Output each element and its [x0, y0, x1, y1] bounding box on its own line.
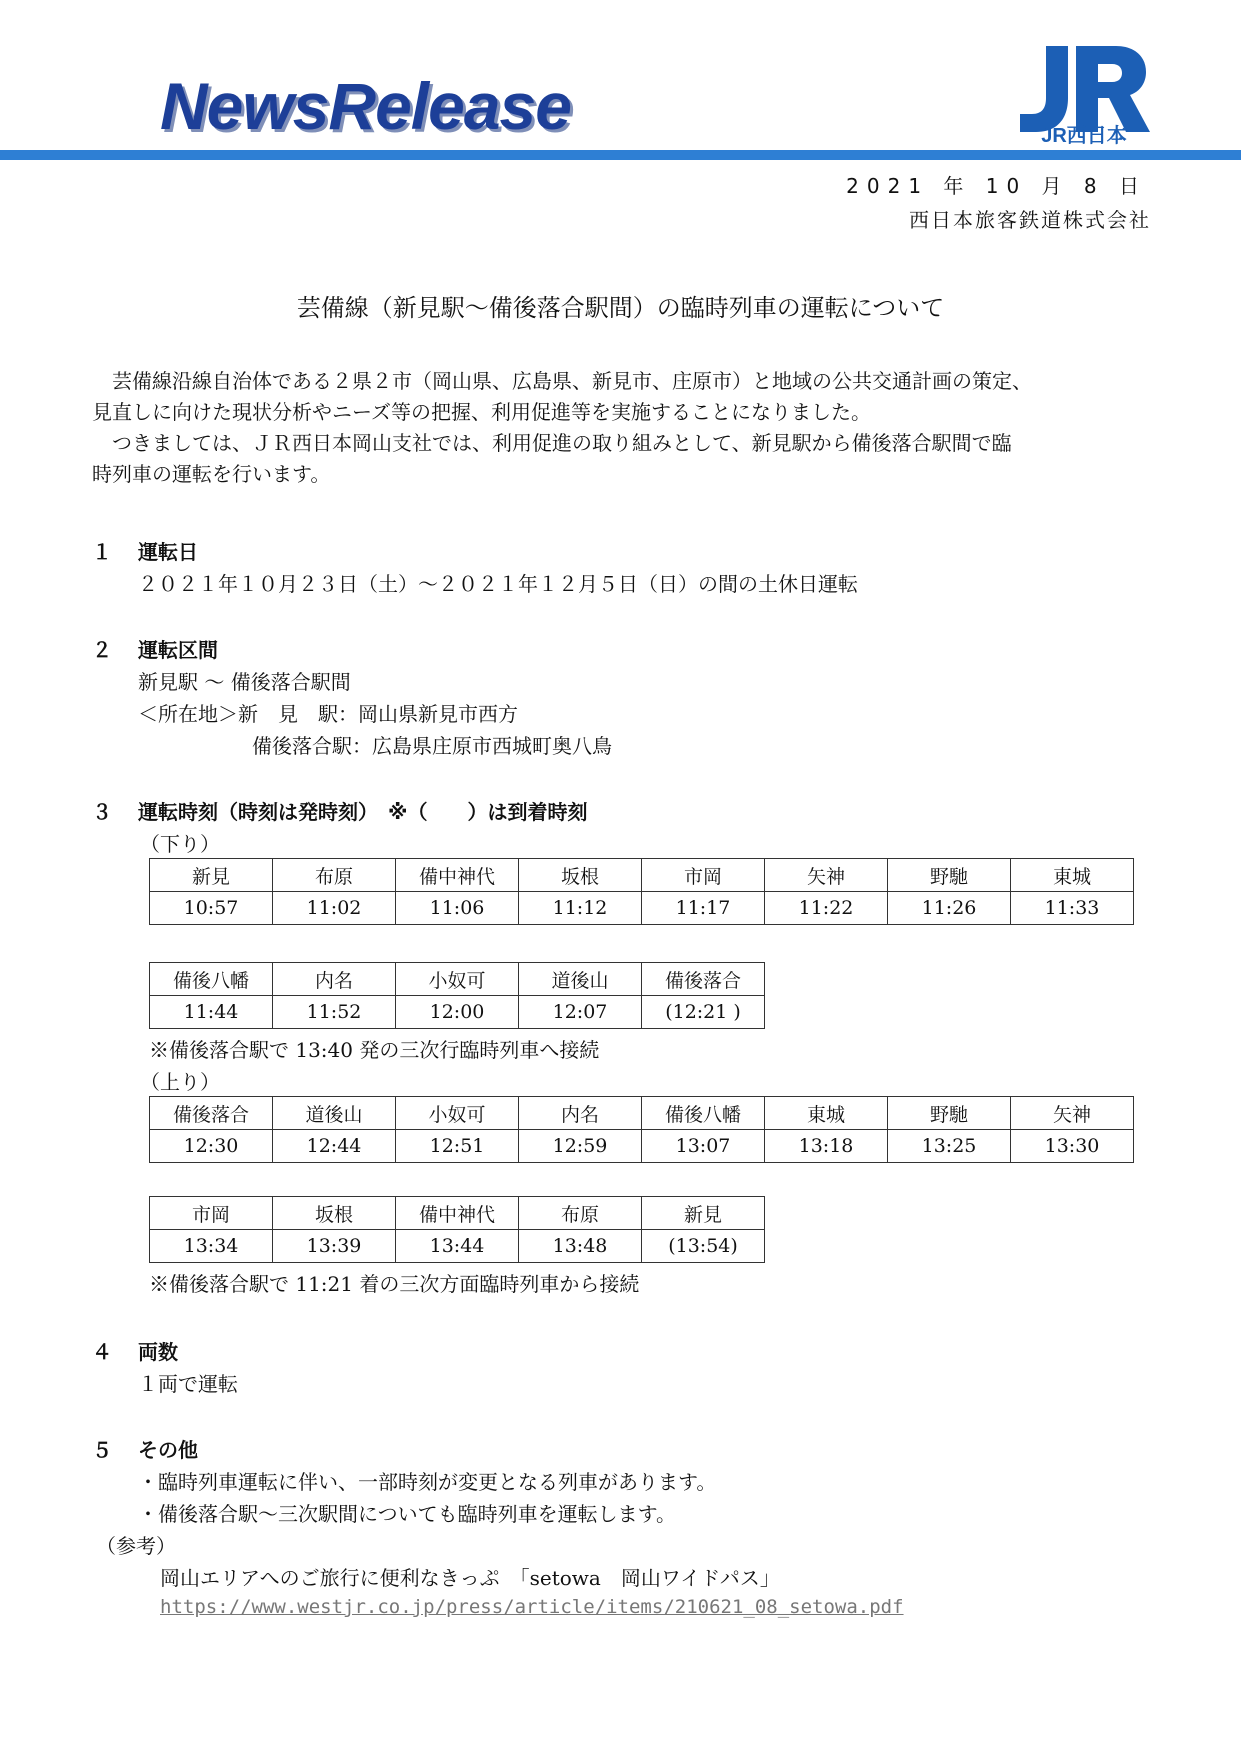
car-count: １両で運転 — [138, 1372, 238, 1396]
time-cell: (13:54) — [642, 1230, 765, 1263]
station-cell: 布原 — [273, 859, 396, 892]
station-cell: 布原 — [519, 1197, 642, 1230]
station-cell: 坂根 — [273, 1197, 396, 1230]
time-cell: 11:44 — [150, 996, 273, 1029]
time-cell: 12:59 — [519, 1130, 642, 1163]
table-row — [150, 996, 765, 1029]
time-cell: 11:17 — [642, 892, 765, 925]
intro-line: 見直しに向けた現状分析やニーズ等の把握、利用促進等を実施することになりました。 — [92, 400, 871, 424]
time-cell: 11:12 — [519, 892, 642, 925]
table-row — [150, 1230, 765, 1263]
news-release-title: NewsRelease — [160, 69, 571, 143]
table-row — [150, 963, 765, 996]
table-row — [150, 1130, 1134, 1163]
station-cell: 備後八幡 — [150, 963, 273, 996]
up-timetable-2 — [149, 1196, 765, 1263]
time-cell: 13:48 — [519, 1230, 642, 1263]
station-cell: 道後山 — [519, 963, 642, 996]
station-cell: 備中神代 — [396, 859, 519, 892]
station-cell: 東城 — [1011, 859, 1134, 892]
section-1-heading — [92, 536, 198, 565]
down-timetable-2 — [149, 962, 765, 1029]
reference-link[interactable]: https://www.westjr.co.jp/press/article/items/210621_08_setowa.pdf — [160, 1596, 904, 1618]
station-cell: 内名 — [273, 963, 396, 996]
time-cell: 13:44 — [396, 1230, 519, 1263]
section-number: ５ — [92, 1438, 112, 1462]
station-cell: 矢神 — [1011, 1097, 1134, 1130]
down-note: ※備後落合駅で 13:40 発の三次行臨時列車へ接続 — [149, 1038, 600, 1062]
time-cell: 11:06 — [396, 892, 519, 925]
station-cell: 野馳 — [888, 1097, 1011, 1130]
time-cell: 12:51 — [396, 1130, 519, 1163]
section-5-heading — [92, 1434, 198, 1463]
down-timetable-1 — [149, 858, 1134, 925]
jr-logo-text: JR西日本 — [1041, 125, 1127, 147]
table-row — [150, 892, 1134, 925]
station-cell: 市岡 — [150, 1197, 273, 1230]
section-number: １ — [92, 540, 112, 564]
section-title: 運転区間 — [138, 638, 218, 662]
station-cell: 市岡 — [642, 859, 765, 892]
up-note: ※備後落合駅で 11:21 着の三次方面臨時列車から接続 — [149, 1272, 640, 1296]
time-cell: 13:18 — [765, 1130, 888, 1163]
time-cell: 12:07 — [519, 996, 642, 1029]
section-3-heading — [92, 796, 587, 825]
reference-text: 岡山エリアへのご旅行に便利なきっぷ 「setowa 岡山ワイドパス」 — [160, 1566, 780, 1590]
route-line: 新見駅 ～ 備後落合駅間 — [138, 670, 351, 694]
time-cell: 13:30 — [1011, 1130, 1134, 1163]
table-row — [150, 1097, 1134, 1130]
release-date: 2021 年 10 月 8 日 — [846, 174, 1147, 198]
reference-label: （参考） — [96, 1534, 176, 1558]
table-row — [150, 1197, 765, 1230]
station-cell: 矢神 — [765, 859, 888, 892]
up-timetable-1 — [149, 1096, 1134, 1163]
time-cell: 11:22 — [765, 892, 888, 925]
intro-line: 時列車の運転を行います。 — [92, 462, 331, 486]
intro-line: つきましては、ＪＲ西日本岡山支社では、利用促進の取り組みとして、新見駅から備後落合駅間で臨 — [112, 431, 1012, 455]
operation-dates: ２０２１年１０月２３日（土）～２０２１年１２月５日（日）の間の土休日運転 — [138, 572, 858, 596]
station-cell: 備後落合 — [642, 963, 765, 996]
other-bullet: ・臨時列車運転に伴い、一部時刻が変更となる列車があります。 — [138, 1470, 717, 1494]
section-title: その他 — [138, 1438, 198, 1462]
section-title: 両数 — [138, 1340, 178, 1364]
time-cell: 12:44 — [273, 1130, 396, 1163]
location-line: 備後落合駅：広島県庄原市西城町奥八鳥 — [252, 734, 612, 758]
station-cell: 小奴可 — [396, 1097, 519, 1130]
time-cell: 11:26 — [888, 892, 1011, 925]
intro-line: 芸備線沿線自治体である２県２市（岡山県、広島県、新見市、庄原市）と地域の公共交通計画の策定、 — [112, 369, 1032, 393]
location-line: ＜所在地＞新 見 駅：岡山県新見市西方 — [138, 702, 518, 726]
station-cell: 小奴可 — [396, 963, 519, 996]
section-2-heading — [92, 634, 218, 663]
station-cell: 道後山 — [273, 1097, 396, 1130]
station-cell: 野馳 — [888, 859, 1011, 892]
section-title: 運転時刻（時刻は発時刻） ※（ ）は到着時刻 — [138, 800, 588, 824]
time-cell: 13:39 — [273, 1230, 396, 1263]
other-bullet: ・備後落合駅～三次駅間についても臨時列車を運転します。 — [138, 1502, 676, 1526]
time-cell: 13:34 — [150, 1230, 273, 1263]
station-cell: 新見 — [150, 859, 273, 892]
company-name: 西日本旅客鉄道株式会社 — [909, 208, 1151, 232]
document-title: 芸備線（新見駅～備後落合駅間）の臨時列車の運転について — [296, 294, 945, 322]
header-divider — [0, 150, 1241, 160]
time-cell: 10:57 — [150, 892, 273, 925]
table-row — [150, 859, 1134, 892]
time-cell: 11:33 — [1011, 892, 1134, 925]
time-cell: 12:30 — [150, 1130, 273, 1163]
station-cell: 坂根 — [519, 859, 642, 892]
intro-paragraph — [92, 366, 1152, 490]
time-cell: 12:00 — [396, 996, 519, 1029]
section-4-heading — [92, 1336, 178, 1365]
station-cell: 新見 — [642, 1197, 765, 1230]
station-cell: 内名 — [519, 1097, 642, 1130]
up-label: （上り） — [140, 1070, 220, 1094]
section-number: ３ — [92, 800, 112, 824]
station-cell: 備中神代 — [396, 1197, 519, 1230]
section-title: 運転日 — [138, 540, 198, 564]
time-cell: (12:21 ) — [642, 996, 765, 1029]
section-number: ４ — [92, 1340, 112, 1364]
time-cell: 11:52 — [273, 996, 396, 1029]
time-cell: 13:25 — [888, 1130, 1011, 1163]
station-cell: 備後八幡 — [642, 1097, 765, 1130]
station-cell: 備後落合 — [150, 1097, 273, 1130]
down-label: （下り） — [140, 832, 220, 856]
time-cell: 11:02 — [273, 892, 396, 925]
station-cell: 東城 — [765, 1097, 888, 1130]
section-number: ２ — [92, 638, 112, 662]
time-cell: 13:07 — [642, 1130, 765, 1163]
